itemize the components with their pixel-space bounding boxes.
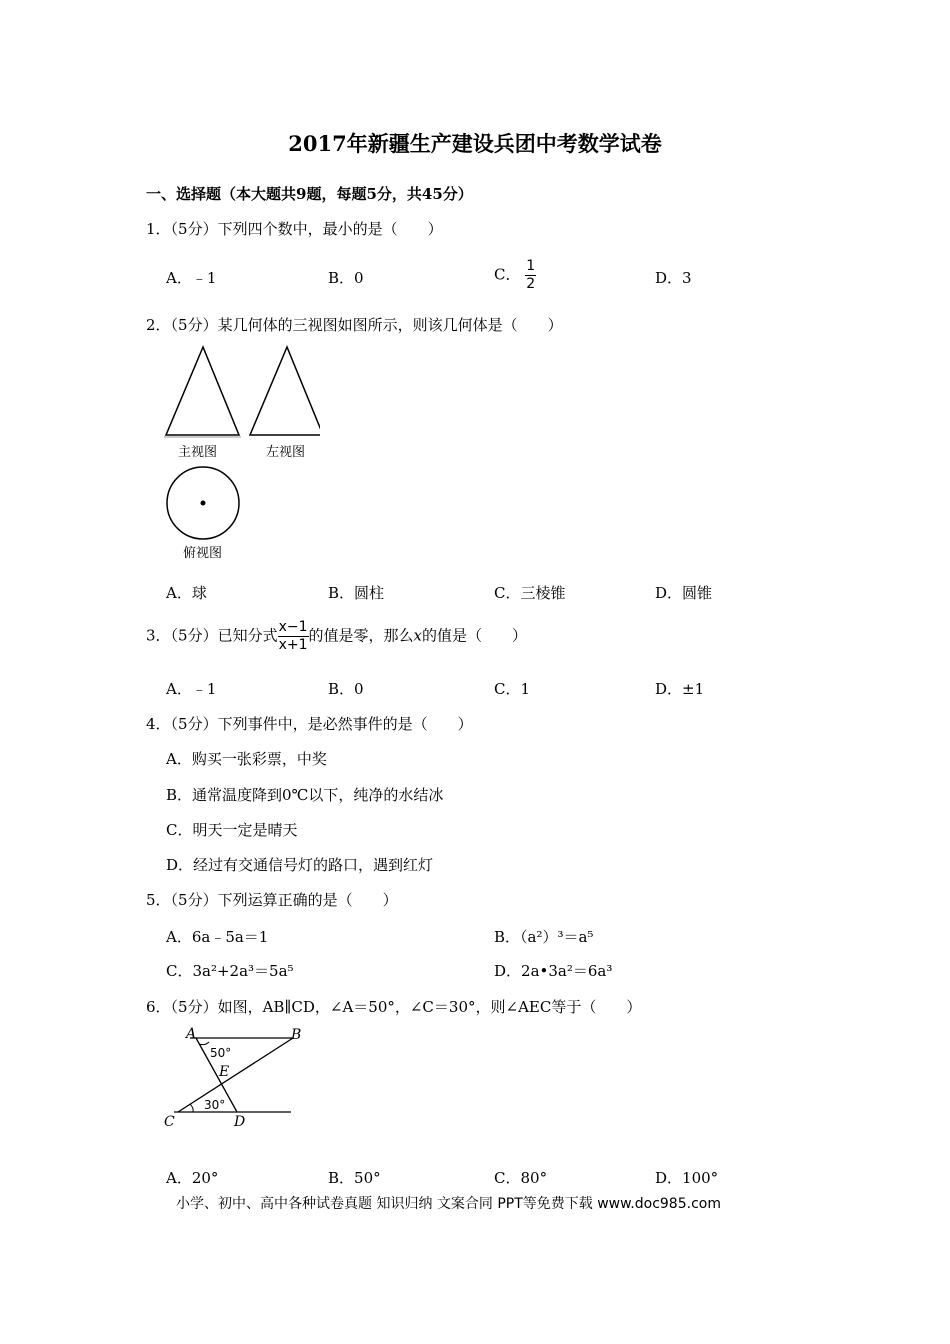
- q5-option-c: C．3a²+2a³＝5a⁵: [166, 962, 294, 980]
- q2-option-d: D．圆锥: [655, 584, 713, 602]
- left-view-label: 左视图: [266, 445, 306, 460]
- point-c-label: C: [164, 1114, 175, 1130]
- fraction-denominator: x+1: [278, 637, 308, 653]
- q1-option-c: [494, 258, 536, 293]
- q3-stem-middle: 的值是零，那么: [308, 626, 414, 645]
- question-2-stem: 2．（5分）某几何体的三视图如图所示，则该几何体是（ ）: [146, 316, 563, 334]
- point-d-label: D: [234, 1114, 246, 1130]
- q4-option-b: B．通常温度降到0℃以下，纯净的水结冰: [166, 786, 444, 804]
- q2-option-a: A．球: [166, 584, 207, 602]
- q3-variable: x: [413, 626, 423, 645]
- q4-option-c: C．明天一定是晴天: [166, 821, 298, 839]
- parallel-lines-figure: [160, 1022, 310, 1134]
- q6-option-a: A．20°: [166, 1169, 219, 1187]
- q5-option-a: A．6a﹣5a＝1: [166, 928, 269, 946]
- q4-option-a: A．购买一张彩票，中奖: [166, 750, 327, 768]
- q3-stem-prefix: 3．（5分）已知分式: [146, 626, 278, 645]
- q6-option-c: C．80°: [494, 1169, 548, 1187]
- top-view-center-dot: [201, 501, 206, 506]
- q6-option-d: D．100°: [655, 1169, 719, 1187]
- footer-ad-text: 小学、初中、高中各种试卷真题 知识归纳 文案合同 PPT等免费下载 www.doc985.com: [176, 1196, 721, 1212]
- q1-option-c-prefix: C．: [494, 265, 521, 284]
- left-view-triangle: [250, 347, 320, 435]
- point-e-label: E: [219, 1064, 230, 1080]
- q3-option-c: C．1: [494, 680, 531, 698]
- q1-option-c-fraction: [525, 258, 536, 293]
- q3-option-d: D．±1: [655, 680, 705, 698]
- q1-option-d: D．3: [655, 269, 692, 287]
- q2-option-b: B．圆柱: [328, 584, 385, 602]
- line-cb: [178, 1038, 293, 1112]
- q1-option-b: B．0: [328, 269, 364, 287]
- angle-c-value: 30°: [204, 1098, 226, 1112]
- question-3-stem: [146, 619, 527, 654]
- q3-fraction: [278, 619, 309, 654]
- fraction-numerator: x−1: [278, 619, 308, 635]
- q5-option-b: B．（a²）³＝a⁵: [494, 928, 594, 946]
- point-a-label: A: [186, 1026, 197, 1042]
- q3-option-a: A．﹣1: [166, 680, 217, 698]
- q1-option-a: A．﹣1: [166, 269, 217, 287]
- q5-option-d: D．2a•3a²＝6a³: [494, 962, 613, 980]
- question-4-stem: 4．（5分）下列事件中，是必然事件的是（ ）: [146, 715, 473, 733]
- section-heading: 一、选择题（本大题共9题，每题5分，共45分）: [146, 185, 473, 203]
- front-view-triangle: [166, 347, 239, 435]
- question-6-stem: 6．（5分）如图，AB∥CD，∠A＝50°，∠C＝30°，则∠AEC等于（ ）: [146, 998, 642, 1016]
- fraction-numerator: 1: [526, 258, 536, 274]
- q3-option-b: B．0: [328, 680, 364, 698]
- angle-a-arc: [199, 1042, 209, 1045]
- q4-option-d: D．经过有交通信号灯的路口，遇到红灯: [166, 856, 434, 874]
- point-b-label: B: [291, 1027, 302, 1043]
- question-1-stem: 1．（5分）下列四个数中，最小的是（ ）: [146, 220, 443, 238]
- front-view-label: 主视图: [178, 445, 218, 460]
- q3-stem-suffix: 的值是（ ）: [422, 626, 528, 645]
- question-5-stem: 5．（5分）下列运算正确的是（ ）: [146, 891, 398, 909]
- q6-option-b: B．50°: [328, 1169, 381, 1187]
- angle-c-arc: [190, 1104, 193, 1112]
- q2-option-c: C．三棱锥: [494, 584, 566, 602]
- top-view-label: 俯视图: [183, 546, 223, 561]
- page-title: 2017年新疆生产建设兵团中考数学试卷: [288, 131, 662, 156]
- angle-a-value: 50°: [210, 1046, 232, 1060]
- fraction-denominator: 2: [526, 276, 536, 292]
